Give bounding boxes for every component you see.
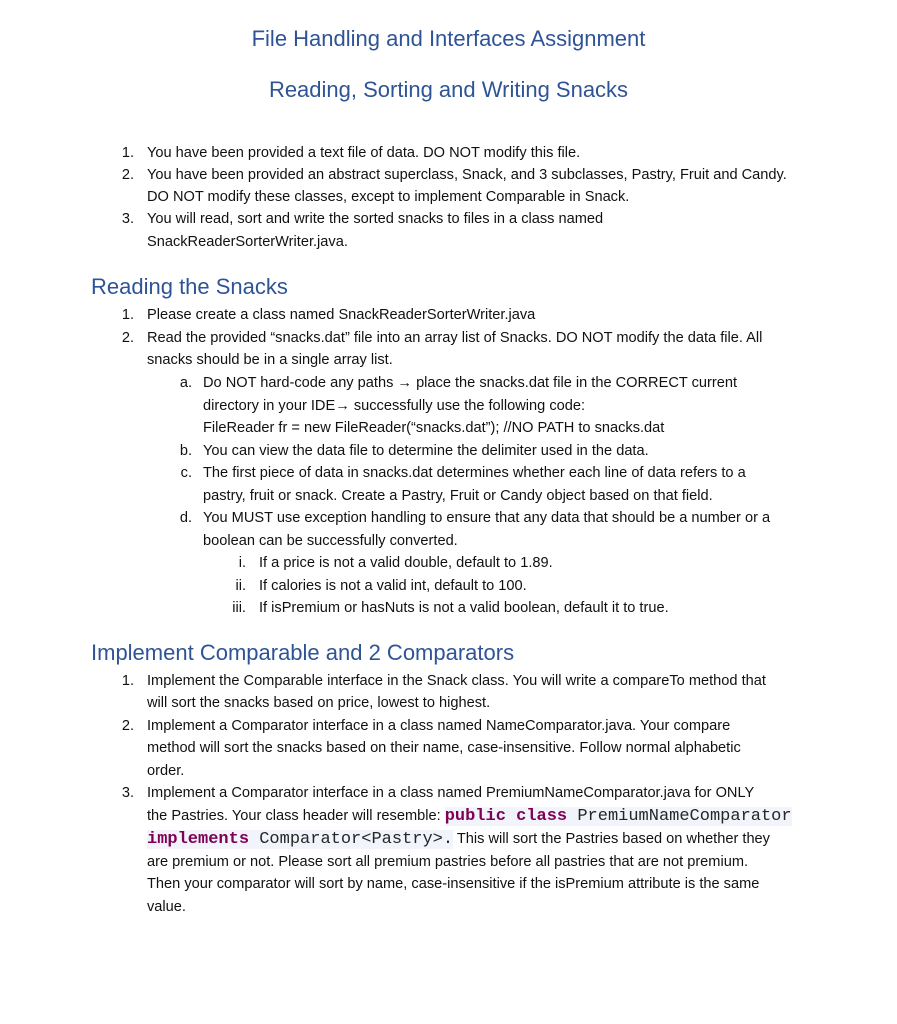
sub-list-number: d. — [179, 510, 192, 526]
list-item-text: You have been provided an abstract superclass, Snack, and 3 subclasses, Pastry, Fruit and Candy. — [147, 167, 787, 183]
list-item-text: order. — [147, 763, 185, 779]
list-number: 1. — [121, 673, 134, 689]
section-heading-implement: Implement Comparable and 2 Comparators — [91, 640, 515, 665]
list-item-text: snacks should be in a single array list. — [147, 352, 393, 368]
list-item-text: Then your comparator will sort by name, case-insensitive if the isPremium attribute is the same — [147, 876, 760, 892]
list-item-text: Implement a Comparator interface in a class named NameComparator.java. Your compare — [147, 718, 731, 734]
roman-list-number: ii. — [235, 578, 246, 594]
list-item-text: DO NOT modify these classes, except to implement Comparable in Snack. — [147, 189, 630, 205]
roman-list-number: i. — [238, 555, 246, 571]
sub-list-number: a. — [179, 375, 192, 391]
sub-list-text: Do NOT hard-code any paths → place the snacks.dat file in the CORRECT current — [203, 375, 737, 391]
list-item-text: will sort the snacks based on price, lowest to highest. — [147, 695, 491, 711]
document-subtitle: Reading, Sorting and Writing Snacks — [268, 77, 629, 102]
list-number: 3. — [121, 785, 134, 801]
list-number: 2. — [121, 167, 134, 183]
sub-list-text: You MUST use exception handling to ensure that any data that should be a number or a — [203, 510, 771, 526]
list-item-text: SnackReaderSorterWriter.java. — [147, 234, 348, 250]
code-keyword: public — [444, 807, 506, 826]
code-snippet — [147, 830, 453, 849]
roman-list-text: If calories is not a valid int, default to 100. — [259, 578, 527, 594]
list-item-text: method will sort the snacks based on their name, case-insensitive. Follow normal alphabetic — [147, 740, 741, 756]
list-item-text: You will read, sort and write the sorted snacks to files in a class named — [147, 211, 604, 227]
document-title: File Handling and Interfaces Assignment — [251, 26, 646, 51]
sub-list-text: boolean can be successfully converted. — [203, 533, 458, 549]
list-item-text: Implement a Comparator interface in a class named PremiumNameComparator.java for ONLY — [147, 785, 755, 801]
sub-list-text: FileReader fr = new FileReader(“snacks.dat”); //NO PATH to snacks.dat — [203, 420, 665, 436]
list-item-text-with-code — [147, 829, 770, 850]
list-item-text: Please create a class named SnackReaderSorterWriter.java — [147, 307, 536, 323]
sub-list-number: c. — [180, 465, 192, 481]
list-number: 3. — [121, 211, 134, 227]
list-number: 1. — [121, 307, 134, 323]
code-identifier: PremiumNameComparator — [577, 807, 792, 826]
list-item-text-with-code — [147, 806, 792, 827]
list-item-text: are premium or not. Please sort all premium pastries before all pastries that are not premium. — [147, 854, 749, 870]
list-number: 1. — [121, 145, 134, 161]
roman-list-text: If a price is not a valid double, default to 1.89. — [259, 555, 553, 571]
code-keyword: class — [516, 807, 568, 826]
list-number: 2. — [121, 718, 134, 734]
sub-list-number: b. — [179, 443, 192, 459]
list-number: 2. — [121, 330, 134, 346]
code-snippet — [445, 807, 792, 826]
section-heading-reading: Reading the Snacks — [91, 274, 288, 299]
list-item-text: You have been provided a text file of data. DO NOT modify this file. — [147, 145, 581, 161]
sub-list-text: You can view the data file to determine the delimiter used in the data. — [203, 443, 649, 459]
list-item-text: This will sort the Pastries based on whether they — [453, 831, 770, 847]
list-item-text: Implement the Comparable interface in the Snack class. You will write a compareTo method that — [147, 673, 766, 689]
sub-list-text: directory in your IDE→ successfully use the following code: — [203, 398, 586, 414]
code-identifier: Comparator<Pastry>. — [259, 830, 454, 849]
sub-list-text: pastry, fruit or snack. Create a Pastry, Fruit or Candy object based on that field. — [203, 488, 713, 504]
sub-list-text: The first piece of data in snacks.dat determines whether each line of data refers to a — [203, 465, 746, 481]
roman-list-number: iii. — [232, 600, 246, 616]
list-item-text: Read the provided “snacks.dat” file into an array list of Snacks. DO NOT modify the data file. All — [147, 330, 763, 346]
list-item-text: the Pastries. Your class header will resemble: — [147, 808, 445, 824]
roman-list-text: If isPremium or hasNuts is not a valid boolean, default it to true. — [259, 600, 669, 616]
list-item-text: value. — [147, 899, 186, 915]
code-keyword: implements — [147, 830, 250, 849]
